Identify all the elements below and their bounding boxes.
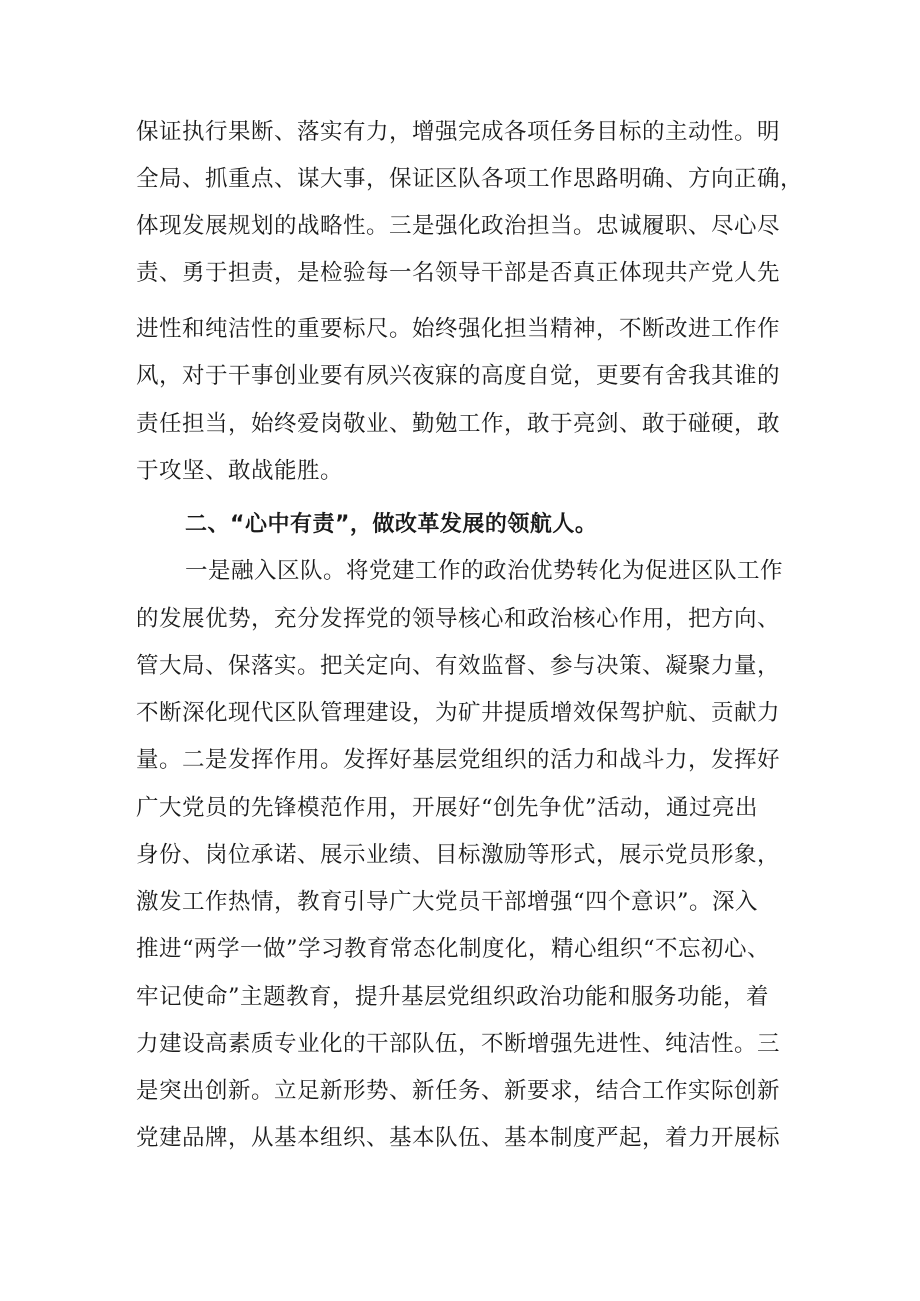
paragraph-line: 进性和纯洁性的重要标尺。始终强化担当精神，不断改进工作作 xyxy=(136,316,781,342)
paragraph-line: 推进“两学一做”学习教育常态化制度化，精心组织“不忘初心、 xyxy=(136,936,771,962)
paragraph-line: 党建品牌，从基本组织、基本队伍、基本制度严起，着力开展标 xyxy=(136,1125,781,1151)
paragraph-line: 不断深化现代区队管理建设，为矿井提质增效保驾护航、贡献力 xyxy=(136,700,781,726)
paragraph-line: 于攻坚、敢战能胜。 xyxy=(136,458,344,484)
paragraph-line: 量。二是发挥作用。发挥好基层党组织的活力和战斗力，发挥好 xyxy=(136,747,781,773)
paragraph-line: 牢记使命”主题教育，提升基层党组织政治功能和服务功能，着 xyxy=(136,984,770,1010)
paragraph-line: 风，对于干事创业要有夙兴夜寐的高度自觉，更要有舍我其谁的 xyxy=(136,363,781,389)
paragraph-line: 力建设高素质专业化的干部队伍，不断增强先进性、纯洁性。三 xyxy=(136,1031,781,1057)
paragraph-line: 是突出创新。立足新形势、新任务、新要求，结合工作实际创新 xyxy=(136,1078,781,1104)
paragraph-line: 保证执行果断、落实有力，增强完成各项任务目标的主动性。明 xyxy=(136,119,781,145)
paragraph-line: 责、勇于担责，是检验每一名领导干部是否真正体现共产党人先 xyxy=(136,260,781,286)
paragraph-line: 一是融入区队。将党建工作的政治优势转化为促进区队工作 xyxy=(185,558,784,584)
paragraph-line: 体现发展规划的战略性。三是强化政治担当。忠诚履职、尽心尽 xyxy=(136,213,781,239)
paragraph-line: 全局、抓重点、谋大事，保证区队各项工作思路明确、方向正确， xyxy=(136,166,804,192)
paragraph-line: 管大局、保落实。把关定向、有效监督、参与决策、凝聚力量， xyxy=(136,653,781,679)
paragraph-line: 的发展优势，充分发挥党的领导核心和政治核心作用，把方向、 xyxy=(136,606,781,632)
section-heading: 二、“心中有责”，做改革发展的领航人。 xyxy=(185,512,598,537)
paragraph-line: 激发工作热情，教育引导广大党员干部增强“四个意识”。深入 xyxy=(136,889,759,915)
paragraph-line: 责任担当，始终爱岗敬业、勤勉工作，敢于亮剑、敢于碰硬，敢 xyxy=(136,411,781,437)
paragraph-line: 身份、岗位承诺、展示业绩、目标激励等形式，展示党员形象， xyxy=(136,842,781,868)
paragraph-line: 广大党员的先锋模范作用，开展好“创先争优”活动，通过亮出 xyxy=(136,795,759,821)
